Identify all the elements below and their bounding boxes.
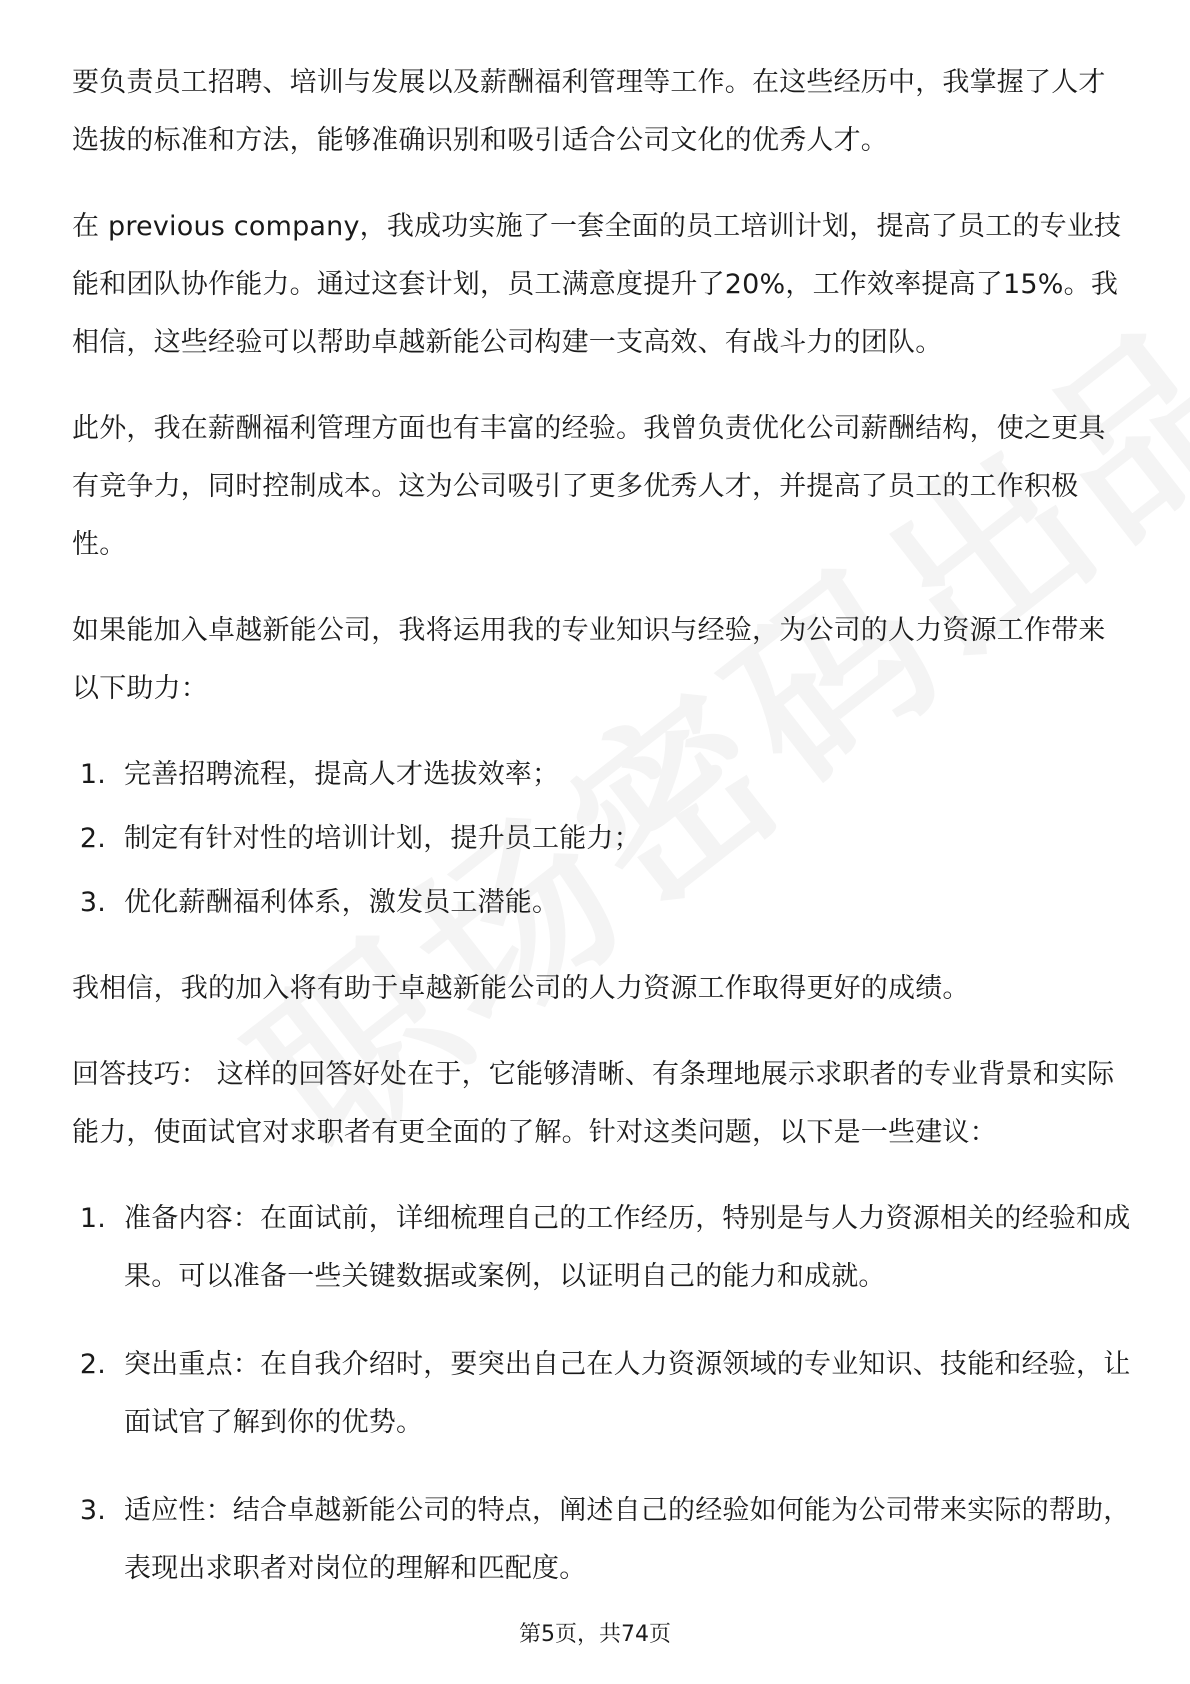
list-item-text: 适应性：结合卓越新能公司的特点，阐述自己的经验如何能为公司带来实际的帮助，表现出求职者对岗位的理解和匹配度。 bbox=[124, 1495, 1131, 1584]
paragraph-contribution-intro: 如果能加入卓越新能公司，我将运用我的专业知识与经验，为公司的人力资源工作带来以下助力： bbox=[72, 615, 1106, 704]
page-number-footer: 第5页，共74页 bbox=[519, 1622, 671, 1647]
contribution-list bbox=[72, 746, 1132, 932]
tips-list bbox=[72, 1190, 1132, 1598]
list-item-number: 2. bbox=[79, 1349, 106, 1380]
list-item bbox=[72, 810, 1132, 868]
list-item-number: 3. bbox=[79, 887, 106, 918]
list-item-text: 制定有针对性的培训计划，提升员工能力； bbox=[124, 823, 641, 854]
list-item-text: 突出重点：在自我介绍时，要突出自己在人力资源领域的专业知识、技能和经验，让面试官了解到你的优势。 bbox=[124, 1349, 1131, 1438]
list-item bbox=[72, 746, 1132, 804]
paragraph-conclusion: 我相信，我的加入将有助于卓越新能公司的人力资源工作取得更好的成绩。 bbox=[72, 973, 970, 1004]
list-item-number: 1. bbox=[79, 759, 106, 790]
list-item bbox=[72, 1482, 1132, 1598]
document-body bbox=[72, 54, 1132, 1628]
list-item-number: 1. bbox=[79, 1203, 106, 1234]
list-item-text: 完善招聘流程，提高人才选拔效率； bbox=[124, 759, 560, 790]
list-item-text: 优化薪酬福利体系，激发员工潜能。 bbox=[124, 887, 560, 918]
list-item bbox=[72, 874, 1132, 932]
paragraph-training-achievement: 在 previous company，我成功实施了一套全面的员工培训计划，提高了员工的专业技能和团队协作能力。通过这套计划，员工满意度提升了20%，工作效率提高了15%。我相信，这些经验可以帮助卓越新能公司构建一支高效、有战斗力的团队。 bbox=[72, 211, 1122, 358]
paragraph-answer-tips: 回答技巧： 这样的回答好处在于，它能够清晰、有条理地展示求职者的专业背景和实际能力，使面试官对求职者有更全面的了解。针对这类问题，以下是一些建议： bbox=[72, 1059, 1115, 1148]
list-item-text: 准备内容：在面试前，详细梳理自己的工作经历，特别是与人力资源相关的经验和成果。可以准备一些关键数据或案例，以证明自己的能力和成就。 bbox=[124, 1203, 1131, 1292]
list-item bbox=[72, 1190, 1132, 1306]
list-item bbox=[72, 1336, 1132, 1452]
list-item-number: 3. bbox=[79, 1495, 106, 1526]
paragraph-experience: 要负责员工招聘、培训与发展以及薪酬福利管理等工作。在这些经历中，我掌握了人才选拔的标准和方法，能够准确识别和吸引适合公司文化的优秀人才。 bbox=[72, 67, 1106, 156]
list-item-number: 2. bbox=[79, 823, 106, 854]
paragraph-compensation: 此外，我在薪酬福利管理方面也有丰富的经验。我曾负责优化公司薪酬结构，使之更具有竞争力，同时控制成本。这为公司吸引了更多优秀人才，并提高了员工的工作积极性。 bbox=[72, 413, 1106, 560]
